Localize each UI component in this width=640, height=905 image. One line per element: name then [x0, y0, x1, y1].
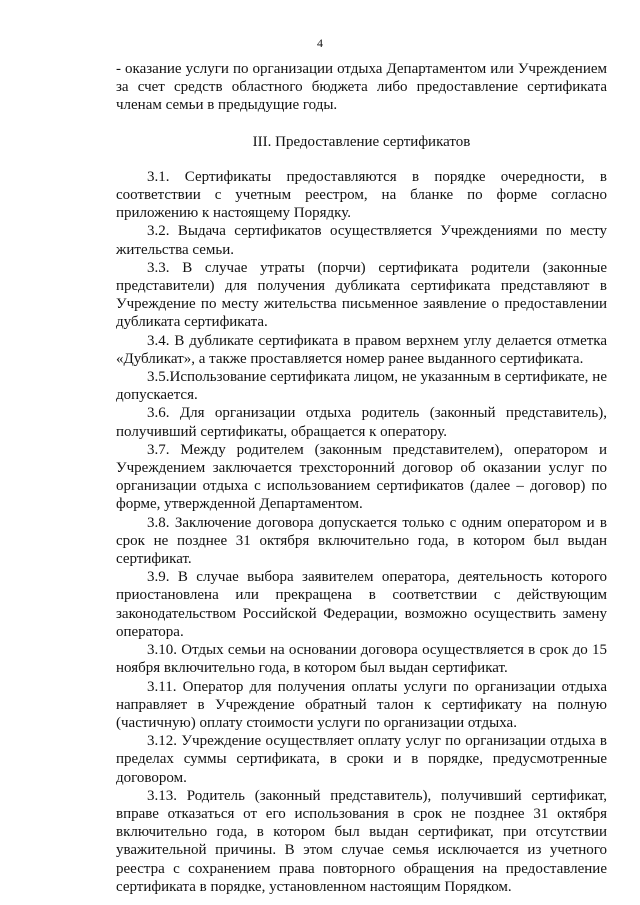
- paragraph-3-12: 3.12. Учреждение осуществляет оплату услуг по организации отдыха в пределах суммы сертификата, в сроки и в порядке, предусмотренные договором.: [116, 733, 607, 786]
- paragraph-3-8: 3.8. Заключение договора допускается только с одним оператором и в срок не позднее 31 октября включительно года, в котором был выдан сертификат.: [116, 514, 607, 568]
- document-body: [116, 60, 607, 896]
- paragraph-3-9: 3.9. В случае выбора заявителем оператора, деятельность которого приостановлена или прекращена в соответствии с действующим законодательством Российской Федерации, возможно осуществить замену оператора.: [116, 569, 607, 640]
- paragraph-3-1: 3.1. Сертификаты предоставляются в порядке очередности, в соответствии с учетным реестром, на бланке по форме согласно приложению к настоящему Порядку.: [116, 168, 607, 222]
- page-number: 4: [317, 36, 323, 50]
- paragraph-3-13: 3.13. Родитель (законный представитель), получивший сертификат, вправе отказаться от его использования в срок не позднее 31 октября включительно года, в котором был выдан сертификат, при отсутствии уважительной причины. В этом случае семья исключается из учетного реестра с сохранением права повторного обращения на предоставление сертификата в порядке, установленном настоящим Порядком.: [116, 787, 607, 895]
- paragraph-3-4: 3.4. В дубликате сертификата в правом верхнем углу делается отметка «Дубликат», а также проставляется номер ранее выданного сертификата.: [116, 332, 607, 367]
- paragraph-3-2: 3.2. Выдача сертификатов осуществляется Учреждениями по месту жительства семьи.: [116, 223, 607, 258]
- paragraph-3-3: 3.3. В случае утраты (порчи) сертификата родители (законные представители) для получения дубликата сертификата представляют в Учреждение по месту жительства письменное заявление о предоставлении дубликата сертификата.: [116, 259, 607, 331]
- paragraph-3-11: 3.11. Оператор для получения оплаты услуги по организации отдыха направляет в Учреждение обратный талон к сертификату на полную (частичную) оплату стоимости услуги по организации отдыха.: [116, 678, 607, 731]
- paragraph-3-6: 3.6. Для организации отдыха родитель (законный представитель), получивший сертификаты, обращается к оператору.: [116, 405, 607, 440]
- paragraph-3-10: 3.10. Отдых семьи на основании договора осуществляется в срок до 15 ноября включительно года, в котором был выдан сертификат.: [116, 642, 607, 677]
- intro-paragraph: - оказание услуги по организации отдыха Департаментом или Учреждением за счет средств областного бюджета либо предоставление сертификата членам семьи в предыдущие годы.: [116, 61, 607, 114]
- section-title: III. Предоставление сертификатов: [252, 133, 471, 150]
- paragraph-3-5: 3.5.Использование сертификата лицом, не указанным в сертификате, не допускается.: [116, 369, 607, 404]
- paragraph-3-7: 3.7. Между родителем (законным представителем), оператором и Учреждением заключается трехсторонний договор об оказании услуг по организации отдыха с использованием сертификатов (далее – договор) по форме, утвержденной Департаментом.: [116, 441, 607, 513]
